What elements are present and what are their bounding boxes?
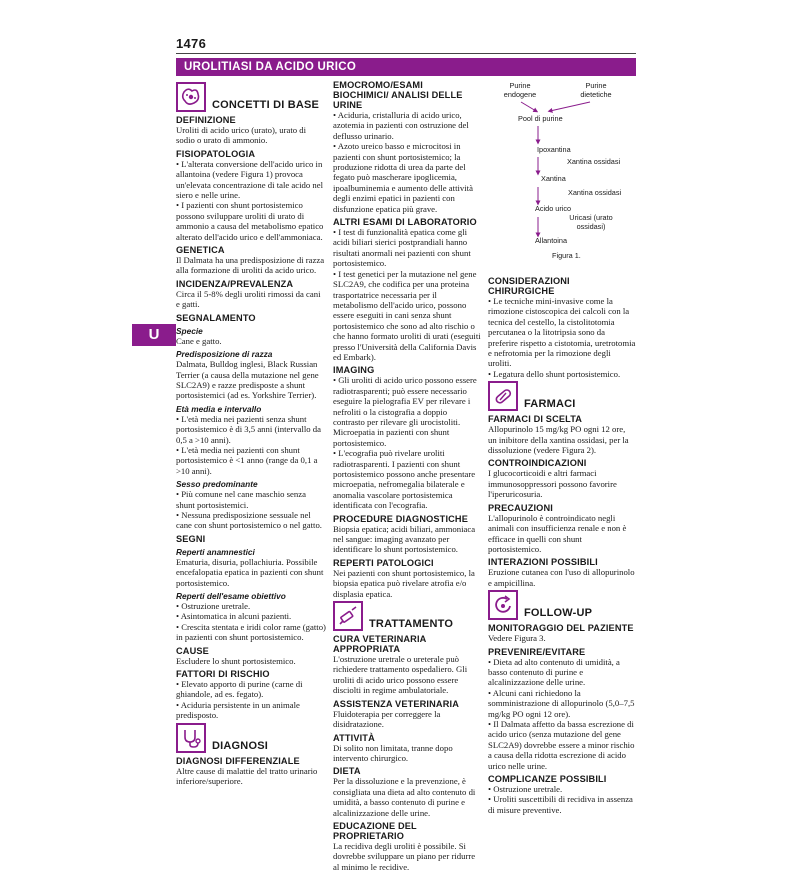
page-number: 1476 [176,36,207,51]
bullet-altri-2: • I test genetici per la mutazione nel gene SLC2A9, che codifica per una proteina trasportatrice necessaria per il metabolismo dell'acido urico, possono essere eseguiti in cani senza shunt portosistemico che sono ad alto rischio o che hanno formato uroliti di urati (eseguiti presso l'Università della California Davis ed Embark). [333,268,481,362]
text-monitoraggio: Vedere Figura 3. [488,633,546,644]
heading-dieta: DIETA [333,766,361,777]
subheading-eta: Età media e intervallo [176,403,262,414]
text-educazione: La recidiva degli uroliti è possibile. Si dovrebbe sviluppare un piano per ridurre al minimo le recidive. [333,840,476,872]
fig-ipoxantina: Ipoxantina [537,145,571,154]
heading-educazione: EDUCAZIONE DEL PROPRIETARIO [333,820,417,841]
heading-controindicazioni: CONTROINDICAZIONI [488,458,587,469]
heading-assistenza: ASSISTENZA VETERINARIA [333,698,459,709]
section-tab-u: U [132,324,176,346]
heading-imaging: IMAGING [333,365,375,376]
bullet-imaging-1: • Gli uroliti di acido urico possono essere radiotrasparenti; può essere necessario eseguire la pielografia EV per rilevare i nefroliti o la cistografia a doppio contrasto per rilevare gli urocistoliti. Microepatia in pazienti con shunt portosistemico. [333,375,477,448]
section-farmaci-title: FARMACI [524,398,576,411]
text-assistenza: Fluidoterapia per correggere la disidratazione. [333,708,441,730]
bullet-imaging-2: • L'ecografia può rivelare uroliti radiotrasparenti. I pazienti con shunt portosistemico possono anche presentare microepatia, nefromegalia bilaterale e anomalia vascolare portosistemica identificata con l'ecografia. [333,448,476,511]
bullet-eta-1: • L'età media nei pazienti senza shunt portosistemico è di 3,5 anni (intervallo da 0,5 a >10 anni). [176,413,321,445]
text-incidenza: Circa il 5-8% degli uroliti rimossi da cani e gatti. [176,288,321,310]
subheading-sesso: Sesso predominante [176,479,258,490]
heading-cause: CAUSE [176,645,209,656]
pill-icon [488,381,518,411]
text-cause: Escludere lo shunt portosistemico. [176,655,296,666]
text-procedure: Biopsia epatica; acidi biliari, ammoniaca nel sangue: imaging avanzato per identificare lo shunt portosistemico. [333,523,476,555]
bullet-complicanze-1: • Ostruzione uretrale. [488,784,563,794]
text-controindicazioni: I glucocorticoidi e altri farmaci immunosoppressori possono favorire l'iperuricosuria. [488,468,617,500]
heading-segnalamento: SEGNALAMENTO [176,312,256,323]
section-trattamento-title: TRATTAMENTO [369,618,454,631]
heading-precauzioni: PRECAUZIONI [488,502,553,513]
bullet-fisio-1: • L'alterata conversione dell'acido urico in allantoina (vedere Figura 1) provoca un'elevata concentrazione di tale acido nel siero e nelle urine. [176,158,324,201]
column-3 [488,80,636,815]
bullet-fattori-1: • Elevato apporto di purine (carne di ghiandole, ad es. fegato). [176,679,303,700]
section-diagnosi-header [176,723,326,753]
bullet-fattori-2: • Aciduria persistente in un animale predisposto. [176,699,300,721]
bullet-esame-3: • Crescita stentata e iridi color rame (gatto) in pazienti con shunt portosistemico. [176,621,326,643]
bullet-sesso-1: • Più comune nel cane maschio senza shunt portosistemici. [176,489,306,510]
heading-altri-esami: ALTRI ESAMI DI LABORATORIO [333,217,477,228]
heading-monitoraggio: MONITORAGGIO DEL PAZIENTE [488,623,634,634]
stethoscope-icon [176,723,206,753]
section-farmaci-header [488,381,636,411]
bullet-fisio-2: • I pazienti con shunt portosistemico possono sviluppare uroliti di urato di ammonio a causa del metabolismo epatico alterato dell'acido urico e dell'ammoniaca. [176,200,324,242]
text-genetica: Il Dalmata ha una predisposizione di razza alla formazione di uroliti da acido urico. [176,255,325,276]
bullet-esame-1: • Ostruzione uretrale. [176,601,251,611]
fig-xantina: Xantina [541,174,566,183]
calendar-arrow-icon [488,590,518,620]
section-concetti-header [176,82,326,112]
column-1 [176,80,326,786]
bullet-eta-2: • L'età media nei pazienti con shunt portosistemico è <1 anno (range da 0,1 a >10 anni). [176,444,318,476]
fig-acido-urico: Acido urico [535,204,572,213]
bullet-sesso-2: • Nessuna predisposizione sessuale nel cane con shunt portosistemico o nel gatto. [176,509,322,531]
bullet-esame-2: • Asintomatica in alcuni pazienti. [176,611,292,622]
kidney-stone-icon [176,82,206,112]
heading-genetica: GENETICA [176,245,225,256]
heading-attivita: ATTIVITÀ [333,732,375,743]
bullet-prevenire-1: • Dieta ad alto contenuto di umidità, a basso contenuto di purine e alcalinizzazione delle urine. [488,656,620,688]
fig-purine-dietetiche: Purine dietetiche [580,81,612,99]
heading-definizione: DEFINIZIONE [176,115,236,125]
heading-segni: SEGNI [176,533,206,544]
bullet-altri-1: • I test di funzionalità epatica come gli acidi biliari sierici postprandiali hanno risultati anormali nei pazienti con shunt portosistemico. [333,227,471,269]
subheading-anamnestici: Reperti anamnestici [176,546,255,557]
heading-reperti-patologici: REPERTI PATOLOGICI [333,557,434,568]
text-reperti-patologici: Nei pazienti con shunt portosistemico, la biopsia epatica può rivelare atrofia e/o displasia epatica. [333,567,475,599]
bullet-emocromo-1: • Aciduria, cristalluria di acido urico, azotemia in pazienti con ostruzione del deflusso urinario. [333,110,469,141]
text-diagnosi-differenziale: Altre cause di malattie del tratto urinario inferiore/superiore. [176,765,318,787]
section-followup-header [488,590,636,620]
heading-fattori: FATTORI DI RISCHIO [176,669,270,680]
fig-uricasi: Uricasi (urato ossidasi) [569,213,613,231]
bullet-prevenire-2: • Alcuni cani richiedono la somministrazione di allopurinolo (5,0–7,5 mg/kg PO ogni 12 ore). [488,687,635,719]
heading-considerazioni-chirurgiche: CONSIDERAZIONI CHIRURGICHE [488,276,570,296]
section-trattamento-header [333,601,481,631]
subheading-specie: Specie [176,325,203,336]
text-farmaci-scelta: Allopurinolo 15 mg/kg PO ogni 12 ore, un inibitore della xantina ossidasi, per la dissoluzione (vedere Figura 2). [488,424,629,456]
heading-interazioni: INTERAZIONI POSSIBILI [488,557,598,568]
heading-diagnosi-differenziale: DIAGNOSI DIFFERENZIALE [176,755,300,766]
header-rule [176,53,636,54]
fig-xantina-ossidasi-1: Xantina ossidasi [567,157,621,166]
text-definizione: Uroliti di acido urico (urato), urato di sodio o urato di ammonio. [176,125,307,146]
text-anamnestici: Ematuria, disuria, pollachiuria. Possibile encefalopatia epatica in pazienti con shunt portosistemico. [176,556,324,588]
heading-prevenire: PREVENIRE/EVITARE [488,646,586,657]
section-diagnosi-title: DIAGNOSI [212,739,268,752]
text-attivita: Di solito non limitata, tranne dopo intervento chirurgico. [333,742,453,763]
fig-purine-endogene: Purine endogene [503,81,537,99]
syringe-icon [333,601,363,631]
heading-emocromo: EMOCROMO/ESAMI BIOCHIMICI/ ANALISI DELLE URINE [333,80,463,110]
heading-farmaci-scelta: FARMACI DI SCELTA [488,414,583,425]
text-precauzioni: L'allopurinolo è controindicato negli animali con insufficienza renale e non è efficace in quelli con shunt portosistemico. [488,512,627,554]
heading-fisiopatologia: FISIOPATOLOGIA [176,148,256,159]
heading-complicanze: COMPLICANZE POSSIBILI [488,774,607,784]
section-concetti-title: CONCETTI DI BASE [212,99,320,111]
text-cura: L'ostruzione uretrale o ureterale può richiedere trattamento ospedaliero. Gli uroliti di acido urico possono essere disciolti in regime ambulatoriale. [333,654,468,696]
bullet-chirurgiche-2: • Legatura dello shunt portosistemico. [488,368,621,379]
figure-caption: Figura 1. [552,251,581,260]
fig-xantina-ossidasi-2: Xantina ossidasi [568,188,622,197]
heading-incidenza: INCIDENZA/PREVALENZA [176,278,294,289]
section-followup-title: FOLLOW-UP [524,607,593,620]
fig-pool-purine: Pool di purine [518,114,563,123]
bullet-complicanze-2: • Uroliti suscettibili di recidiva in assenza di misure preventive. [488,794,633,815]
subheading-esame-obiettivo: Reperti dell'esame obiettivo [176,591,286,601]
text-predisposizione: Dalmata, Bulldog inglesi, Black Russian Terrier (a causa della mutazione nel gene SLC2A9) e razze predisposte a shunt portosistemici (ad es. Yorkshire Terrier). [176,359,319,401]
column-2 [333,80,481,872]
chapter-banner: UROLITIASI DA ACIDO URICO [176,58,636,76]
text-interazioni: Eruzione cutanea con l'uso di allopurinolo e ampicillina. [488,567,635,588]
bullet-prevenire-3: • Il Dalmata affetto da bassa escrezione di acido urico (senza mutazione del gene SLC2A9) dovrebbe essere a minor rischio a causa della ridotta escrezione di acido urico nelle urine. [488,718,635,771]
fig-allantoina: Allantoina [535,236,568,245]
heading-cura: CURA VETERINARIA APPROPRIATA [333,634,427,655]
subheading-predisposizione: Predisposizione di razza [176,349,273,360]
figure-1-diagram [488,80,636,273]
bullet-chirurgiche-1: • Le tecniche mini-invasive come la rimozione cistoscopica dei calcoli con la tecnica del cestello, la cistolitotomia percutanea o la litotripsia sono da preferire rispetto a cistotomia, uretrotomia e nefrotomia per la rimozione degli uroliti. [488,296,636,369]
bullet-emocromo-2: • Azoto ureico basso e microcitosi in pazienti con shunt portosistemico; la produzione ridotta di urea da parte del fegato può mascherare ipoglicemia, ipoalbuminemia e aumento delle attività degli enzimi epatici in pazienti con disfunzione epatica più grave. [333,141,473,214]
text-specie: Cane e gatto. [176,335,222,346]
text-dieta: Per la dissoluzione e la prevenzione, è consigliata una dieta ad alto contenuto di umidità, a basso contenuto di purine e alcalinizzazione delle urine. [333,776,476,818]
heading-procedure: PROCEDURE DIAGNOSTICHE [333,513,468,524]
